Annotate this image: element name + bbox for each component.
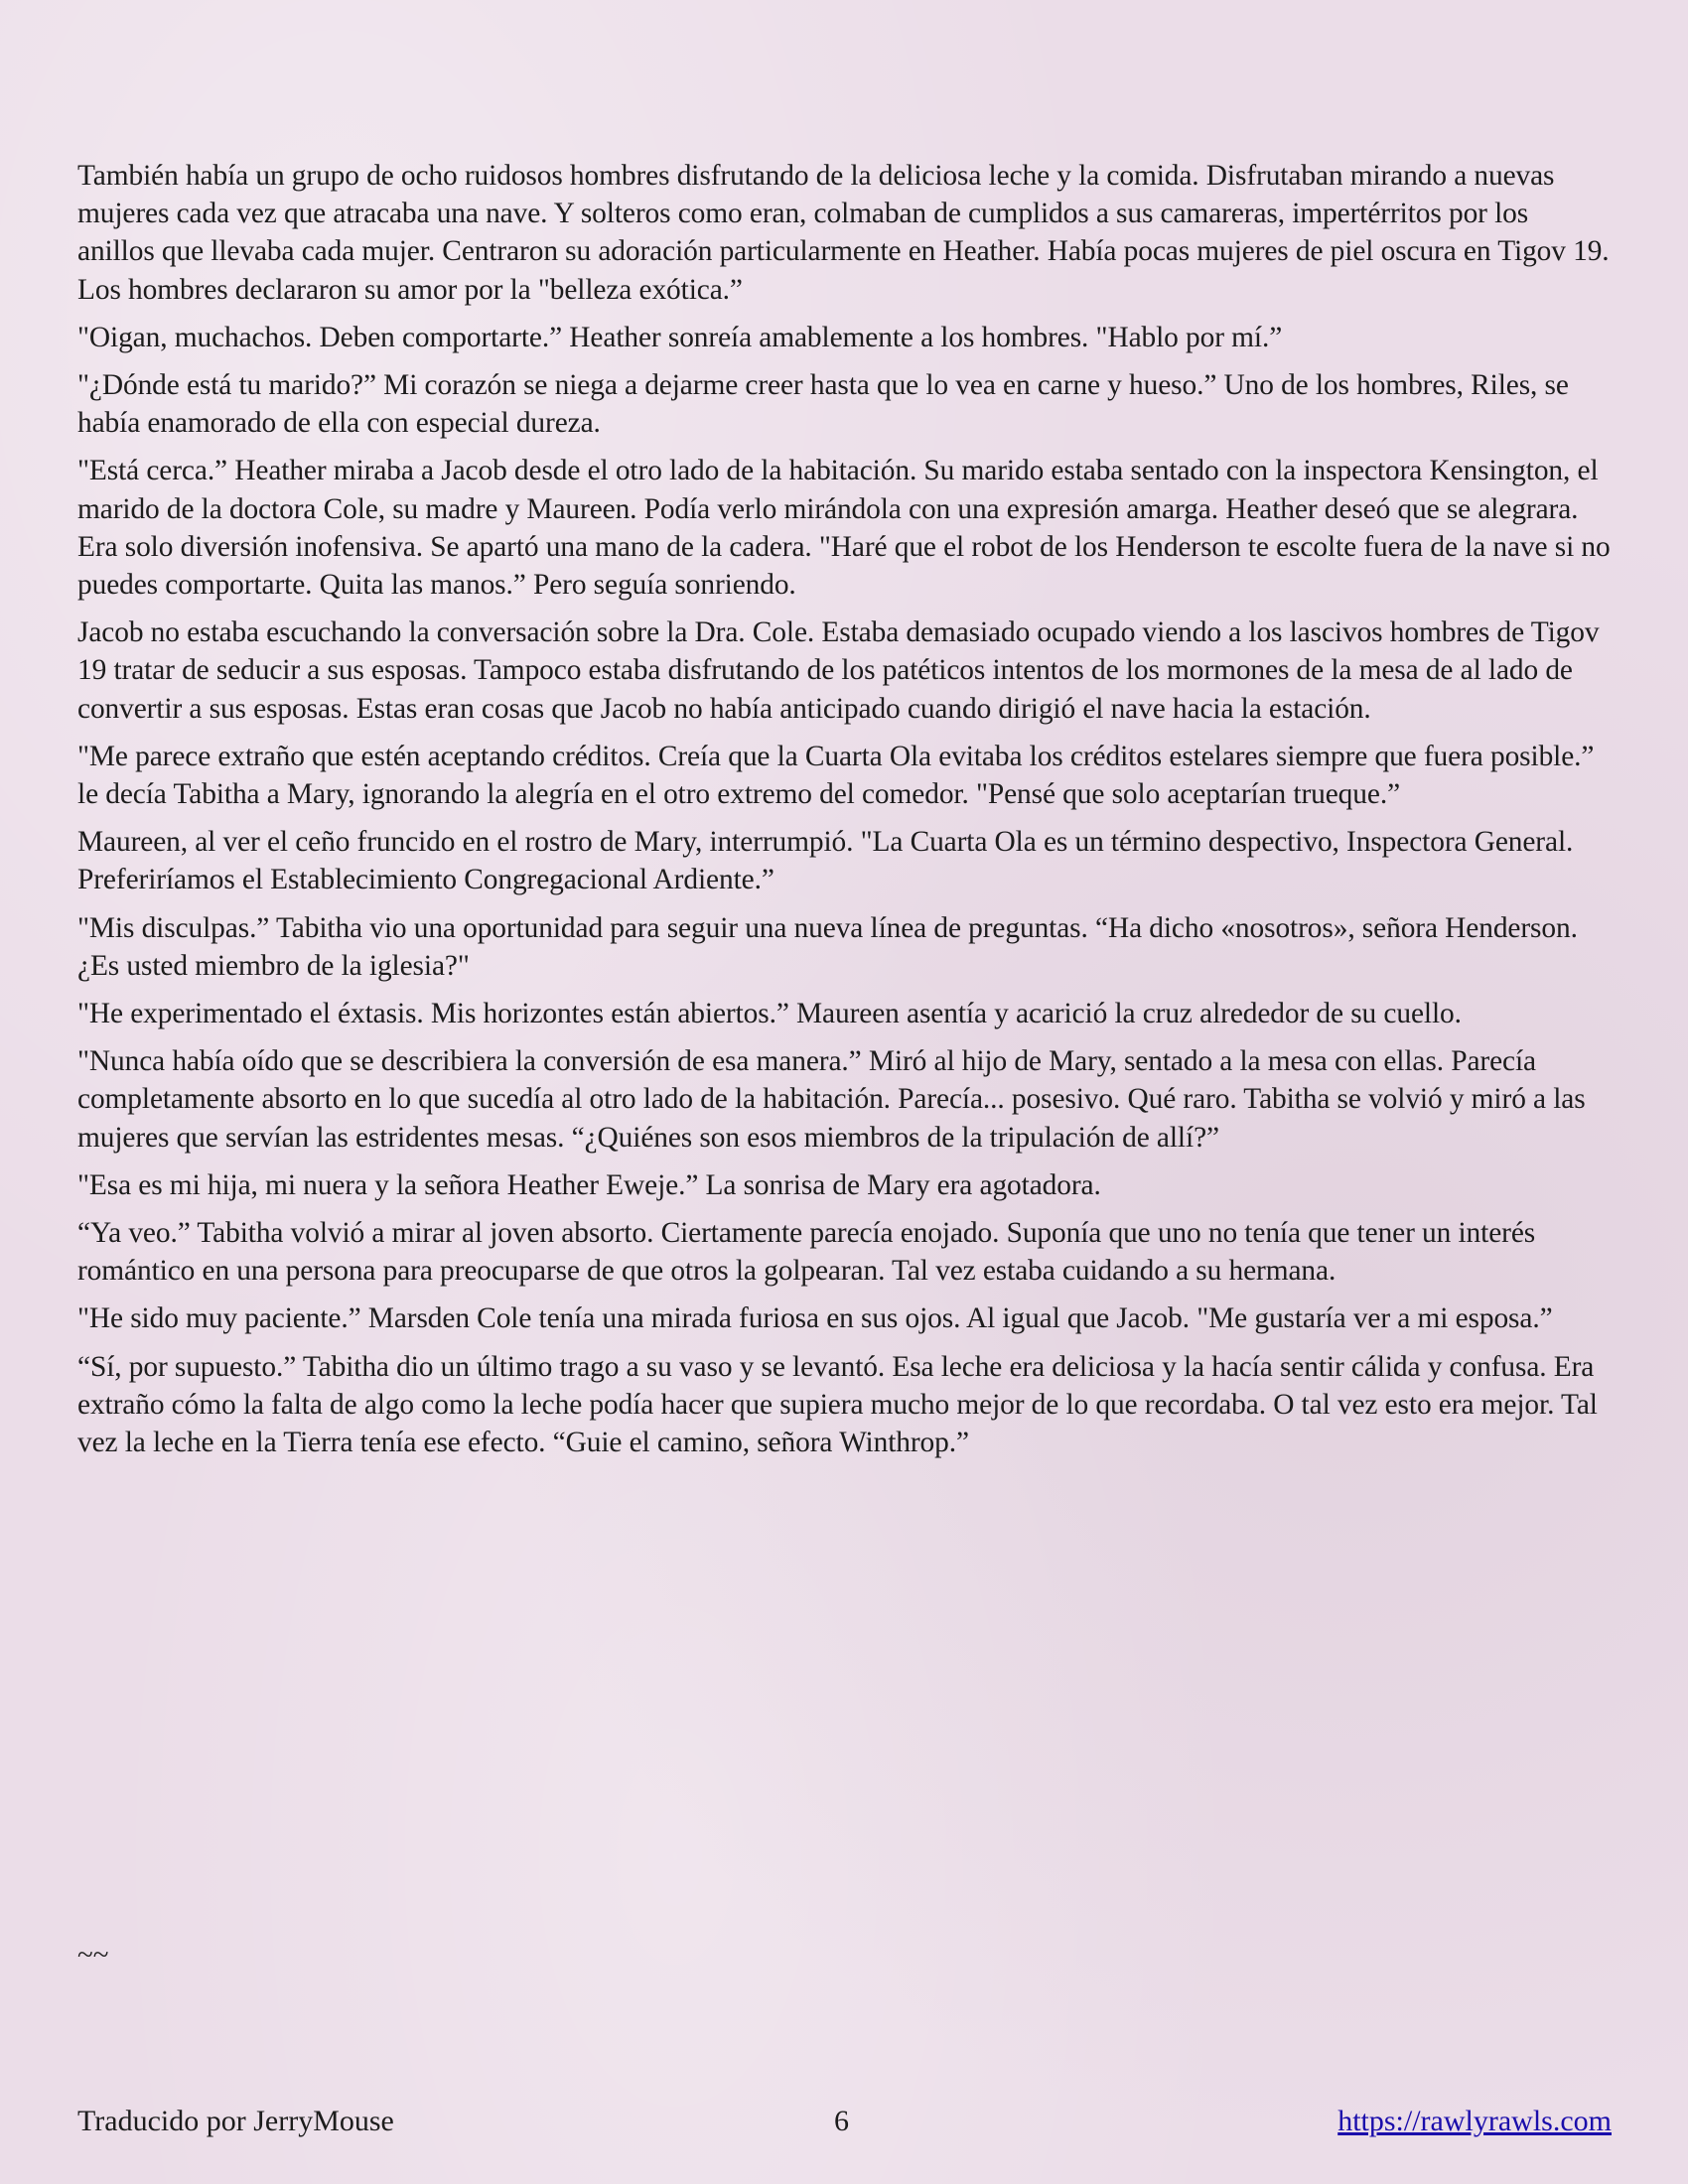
- paragraph: "Me parece extraño que estén aceptando créditos. Creía que la Cuarta Ola evitaba los créditos estelares siempre que fuera posible.” le decía Tabitha a Mary, ignorando la alegría en el otro extremo del comedor. "Pensé que solo aceptarían trueque.”: [77, 740, 1595, 811]
- paragraph: "He sido muy paciente.” Marsden Cole tenía una mirada furiosa en sus ojos. Al igual que Jacob. "Me gustaría ver a mi esposa.”: [77, 1302, 1553, 1335]
- page-footer: [77, 2102, 1612, 2141]
- paragraph: Maureen, al ver el ceño fruncido en el rostro de Mary, interrumpió. "La Cuarta Ola es un término despectivo, Inspectora General. Preferiríamos el Establecimiento Congregacional Ardiente.”: [77, 826, 1574, 896]
- body-text: [77, 157, 1612, 1471]
- page-number: 6: [834, 2105, 849, 2137]
- translator-credit: Traducido por JerryMouse: [77, 2105, 394, 2137]
- paragraph: "¿Dónde está tu marido?” Mi corazón se niega a dejarme creer hasta que lo vea en carne y hueso.” Uno de los hombres, Riles, se había enamorado de ella con especial dureza.: [77, 369, 1569, 440]
- paragraph: "Esa es mi hija, mi nuera y la señora Heather Eweje.” La sonrisa de Mary era agotadora.: [77, 1168, 1101, 1201]
- paragraph: "Nunca había oído que se describiera la conversión de esa manera.” Miró al hijo de Mary, sentado a la mesa con ellas. Parecía completamente absorto en lo que sucedía al otro lado de la habitación. Parecía... posesivo. Qué raro. Tabitha se volvió y miró a las mujeres que servían las estridentes mesas. “¿Quiénes son esos miembros de la tripulación de allí?”: [77, 1045, 1586, 1154]
- paragraph: "Está cerca.” Heather miraba a Jacob desde el otro lado de la habitación. Su marido estaba sentado con la inspectora Kensington, el marido de la doctora Cole, su madre y Maureen. Podía verlo mirándola con una expresión amarga. Heather deseó que se alegrara. Era solo diversión inofensiva. Se apartó una mano de la cadera. "Haré que el robot de los Henderson te escolte fuera de la nave si no puedes comportarte. Quita las manos.” Pero seguía sonriendo.: [77, 455, 1611, 602]
- paragraph: "Oigan, muchachos. Deben comportarte.” Heather sonreía amablemente a los hombres. "Hablo por mí.”: [77, 321, 1283, 353]
- website-link[interactable]: https://rawlyrawls.com: [1337, 2105, 1612, 2137]
- paragraph: También había un grupo de ocho ruidosos hombres disfrutando de la deliciosa leche y la comida. Disfrutaban mirando a nuevas mujeres cada vez que atracaba una nave. Y solteros como eran, colmaban de cumplidos a sus camareras, impertérritos por los anillos que llevaba cada mujer. Centraron su adoración particularmente en Heather. Había pocas mujeres de piel oscura en Tigov 19. Los hombres declararon su amor por la "belleza exótica.”: [77, 160, 1610, 306]
- paragraph: "Mis disculpas.” Tabitha vio una oportunidad para seguir una nueva línea de preguntas. “Ha dicho «nosotros», señora Henderson. ¿Es usted miembro de la iglesia?": [77, 911, 1578, 982]
- section-break: ~~: [77, 1939, 109, 1971]
- paragraph: “Ya veo.” Tabitha volvió a mirar al joven absorto. Ciertamente parecía enojado. Suponía que uno no tenía que tener un interés romántico en una persona para preocuparse de que otros la golpearan. Tal vez estaba cuidando a su hermana.: [77, 1217, 1536, 1288]
- paragraph: “Sí, por supuesto.” Tabitha dio un último trago a su vaso y se levantó. Esa leche era deliciosa y la hacía sentir cálida y confusa. Era extraño cómo la falta de algo como la leche podía hacer que supiera mucho mejor de lo que recordaba. O tal vez esto era mejor. Tal vez la leche en la Tierra tenía ese efecto. “Guie el camino, señora Winthrop.”: [77, 1350, 1598, 1459]
- paragraph: "He experimentado el éxtasis. Mis horizontes están abiertos.” Maureen asentía y acarició la cruz alrededor de su cuello.: [77, 998, 1462, 1030]
- paragraph: Jacob no estaba escuchando la conversación sobre la Dra. Cole. Estaba demasiado ocupado viendo a los lascivos hombres de Tigov 19 tratar de seducir a sus esposas. Tampoco estaba disfrutando de los patéticos intentos de los mormones de la mesa de al lado de convertir a sus esposas. Estas eran cosas que Jacob no había anticipado cuando dirigió el nave hacia la estación.: [77, 616, 1600, 725]
